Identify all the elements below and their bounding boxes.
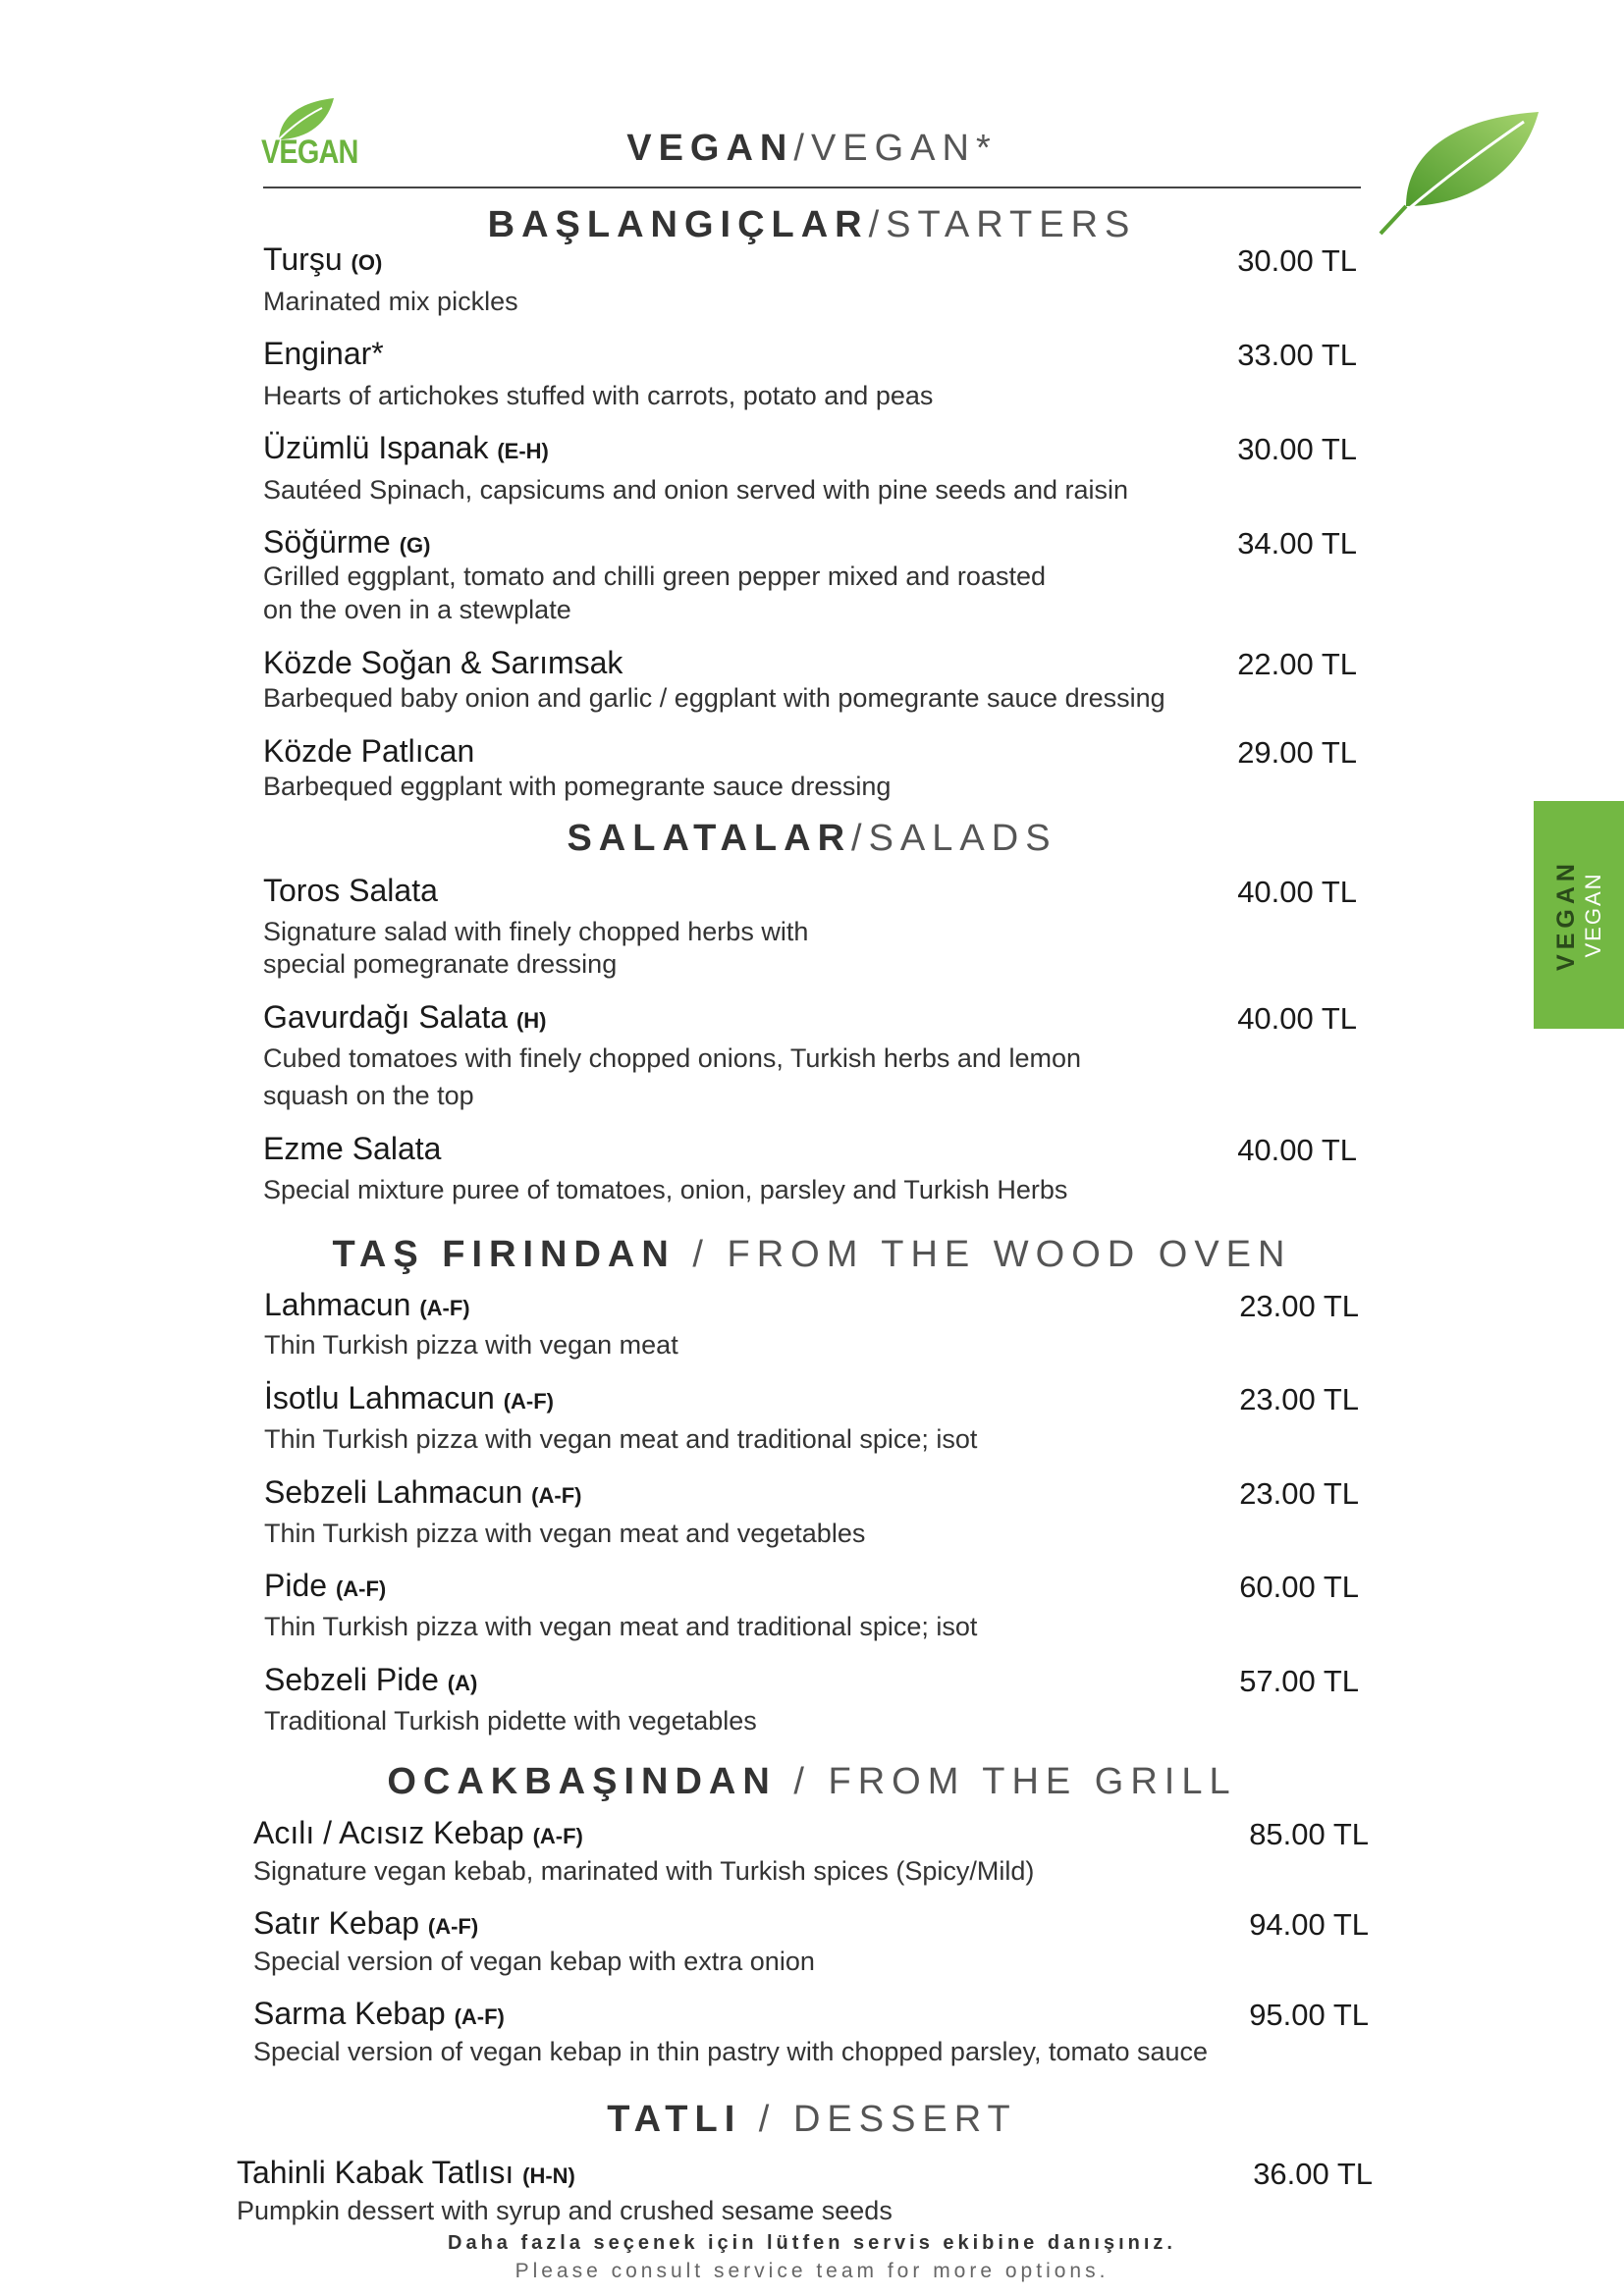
side-tab-line1: VEGAN: [1551, 859, 1580, 971]
menu-item-price: 85.00 TL: [1249, 1817, 1369, 1851]
logo-text: VEGAN: [261, 133, 358, 171]
menu-item-name: Üzümlü Ispanak (E-H): [263, 430, 549, 465]
menu-item-name: İsotlu Lahmacun (A-F): [264, 1380, 555, 1415]
menu-item-price: 40.00 TL: [1237, 1133, 1357, 1167]
menu-item-price: 40.00 TL: [1237, 1001, 1357, 1036]
menu-item-name: Satır Kebap (A-F): [253, 1905, 479, 1941]
menu-item-name: Lahmacun (A-F): [264, 1287, 470, 1322]
menu-item-name: Közde Soğan & Sarımsak: [263, 645, 623, 680]
menu-item-desc: Signature vegan kebab, marinated with Turkish spices (Spicy/Mild): [253, 1856, 1035, 1886]
menu-item-price: 23.00 TL: [1239, 1289, 1359, 1323]
menu-item-desc: squash on the top: [263, 1081, 474, 1110]
menu-item-price: 30.00 TL: [1237, 432, 1357, 466]
section-title-dessert: TATLI / DESSERT: [607, 2099, 1017, 2140]
menu-item-desc: Special version of vegan kebap in thin pastry with chopped parsley, tomato sauce: [253, 2037, 1209, 2066]
menu-item-name: Enginar*: [263, 336, 384, 371]
menu-item-desc: Marinated mix pickles: [263, 287, 518, 316]
menu-item-desc: Traditional Turkish pidette with vegetables: [264, 1706, 757, 1735]
menu-item-name: Söğürme (G): [263, 524, 431, 560]
menu-item-desc: special pomegranate dressing: [263, 949, 618, 979]
menu-item-desc: Signature salad with finely chopped herbs with: [263, 917, 809, 946]
side-tab-line2: VEGAN: [1580, 872, 1605, 958]
menu-item-desc: Pumpkin dessert with syrup and crushed sesame seeds: [237, 2196, 893, 2225]
menu-item-price: 95.00 TL: [1249, 1998, 1369, 2032]
menu-item-desc: Barbequed baby onion and garlic / eggplant with pomegrante sauce dressing: [263, 683, 1165, 713]
menu-item-name: Sebzeli Lahmacun (A-F): [264, 1474, 582, 1510]
menu-item-price: 23.00 TL: [1239, 1382, 1359, 1416]
menu-item-desc: Hearts of artichokes stuffed with carrots, potato and peas: [263, 381, 934, 410]
menu-item-price: 36.00 TL: [1253, 2157, 1373, 2191]
menu-item-desc: on the oven in a stewplate: [263, 595, 571, 624]
section-title-starters: BAŞLANGIÇLAR/STARTERS: [487, 204, 1137, 245]
menu-item-price: 23.00 TL: [1239, 1476, 1359, 1511]
menu-item-price: 60.00 TL: [1239, 1570, 1359, 1604]
footer-note-en: Please consult service team for more options.: [514, 2260, 1110, 2282]
menu-item-name: Tahinli Kabak Tatlısı (H-N): [237, 2155, 575, 2190]
menu-item-price: 30.00 TL: [1237, 243, 1357, 278]
menu-item-name: Turşu (O): [263, 241, 383, 277]
menu-item-desc: Thin Turkish pizza with vegan meat and traditional spice; isot: [264, 1612, 978, 1641]
menu-item-desc: Thin Turkish pizza with vegan meat and traditional spice; isot: [264, 1424, 978, 1454]
menu-item-name: Sarma Kebap (A-F): [253, 1996, 505, 2031]
menu-item-desc: Sautéed Spinach, capsicums and onion served with pine seeds and raisin: [263, 475, 1129, 505]
menu-item-desc: Grilled eggplant, tomato and chilli green pepper mixed and roasted: [263, 561, 1046, 591]
menu-item-name: Sebzeli Pide (A): [264, 1662, 478, 1697]
menu-item-desc: Cubed tomatoes with finely chopped onions, Turkish herbs and lemon: [263, 1043, 1081, 1073]
menu-item-desc: Thin Turkish pizza with vegan meat: [264, 1330, 678, 1360]
section-title-salads: SALATALAR/SALADS: [567, 818, 1057, 859]
section-title-grill: OCAKBAŞINDAN / FROM THE GRILL: [387, 1761, 1237, 1802]
menu-item-price: 22.00 TL: [1237, 647, 1357, 681]
menu-item-desc: Special version of vegan kebap with extra onion: [253, 1947, 815, 1976]
menu-item-price: 33.00 TL: [1237, 338, 1357, 372]
menu-item-desc: Barbequed eggplant with pomegrante sauce dressing: [263, 772, 892, 801]
menu-item-price: 34.00 TL: [1237, 526, 1357, 561]
menu-item-desc: Special mixture puree of tomatoes, onion, parsley and Turkish Herbs: [263, 1175, 1068, 1204]
menu-item-name: Toros Salata: [263, 873, 438, 908]
menu-item-price: 57.00 TL: [1239, 1664, 1359, 1698]
footer-note-tr: Daha fazla seçenek için lütfen servis ekibine danışınız.: [448, 2232, 1176, 2254]
menu-item-price: 40.00 TL: [1237, 875, 1357, 909]
header-divider: [263, 187, 1361, 188]
page-title: VEGAN/VEGAN*: [626, 128, 998, 169]
menu-item-name: Acılı / Acısız Kebap (A-F): [253, 1815, 583, 1850]
menu-item-name: Gavurdağı Salata (H): [263, 999, 547, 1035]
menu-item-name: Közde Patlıcan: [263, 733, 475, 769]
menu-item-price: 94.00 TL: [1249, 1907, 1369, 1942]
menu-item-name: Pide (A-F): [264, 1568, 387, 1603]
menu-item-desc: Thin Turkish pizza with vegan meat and vegetables: [264, 1519, 866, 1548]
section-title-wood-oven: TAŞ FIRINDAN / FROM THE WOOD OVEN: [332, 1234, 1292, 1275]
menu-item-name: Ezme Salata: [263, 1131, 442, 1166]
menu-item-price: 29.00 TL: [1237, 735, 1357, 770]
